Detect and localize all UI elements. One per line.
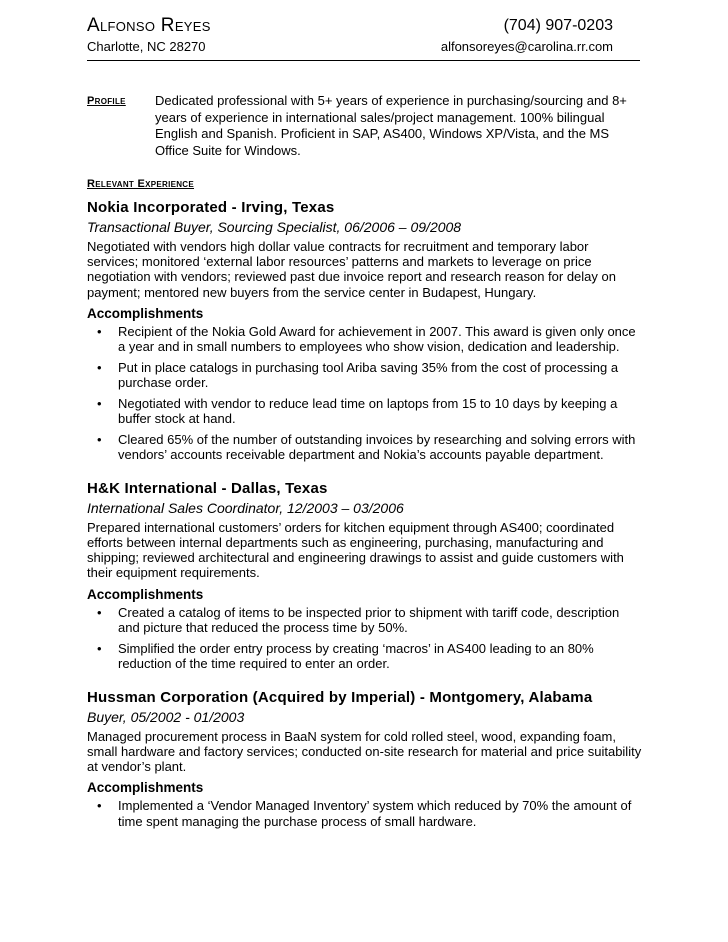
accomplishment-item [87, 641, 643, 672]
accomplishments-heading: Accomplishments [87, 305, 204, 321]
accomplishment-text: Recipient of the Nokia Gold Award for achievement in 2007. This award is given only once a year and in small numbers to employees who show vision, dedication and leadership. [118, 323, 636, 355]
accomplishment-item [87, 432, 643, 463]
job-title: Transactional Buyer, Sourcing Specialist, 06/2006 – 09/2008 [87, 219, 462, 235]
accomplishments-list [87, 605, 643, 672]
accomplishment-text: Put in place catalogs in purchasing tool Ariba saving 35% from the cost of processing a purchase order. [118, 359, 619, 391]
job-company: H&K International - Dallas, Texas [87, 479, 328, 497]
candidate-phone: (704) 907-0203 [503, 17, 613, 34]
bullet-icon: • [97, 640, 102, 656]
accomplishment-item [87, 396, 643, 427]
accomplishments-heading: Accomplishments [87, 780, 204, 796]
accomplishment-item [87, 324, 643, 355]
job-description: Negotiated with vendors high dollar value contracts for recruitment and temporary labor services; monitored ‘external labor resources’ patterns and markets to leverage on price negotiation with vendors; reviewed past due invoice report and research reason for delay on payment; mentored new buyers from the service center in Budapest, Hungary. [87, 239, 616, 300]
profile-text: Dedicated professional with 5+ years of experience in purchasing/sourcing and 8+ years of experience in international sales/project management. 100% bilingual English and Spanish. Proficient in SAP, AS400, Windows XP/Vista, and the MS Office Suite for Windows. [155, 93, 627, 158]
bullet-icon: • [97, 323, 102, 339]
accomplishment-text: Created a catalog of items to be inspected prior to shipment with tariff code, description and picture that reduced the process time by 50%. [118, 604, 620, 636]
profile-label: Profile [87, 95, 126, 107]
experience-list [87, 197, 643, 844]
bullet-icon: • [97, 798, 102, 814]
accomplishment-text: Implemented a ‘Vendor Managed Inventory’ system which reduced by 70% the amount of time spent managing the purchase process of small hardware. [118, 798, 632, 829]
candidate-location: Charlotte, NC 28270 [87, 39, 206, 54]
job-company: Nokia Incorporated - Irving, Texas [87, 199, 335, 216]
experience-heading: Relevant Experience [87, 178, 195, 190]
header-divider [87, 60, 640, 61]
accomplishment-text: Negotiated with vendor to reduce lead time on laptops from 15 to 10 days by keeping a buffer stock at hand. [118, 395, 618, 427]
job-title: Buyer, 05/2002 - 01/2003 [87, 708, 245, 725]
job-entry [87, 687, 643, 830]
job-entry [87, 197, 643, 463]
job-title: International Sales Coordinator, 12/2003 – 03/2006 [87, 499, 404, 516]
job-description: Prepared international customers’ orders for kitchen equipment through AS400; coordinated efforts between internal departments such as engineering, purchasing, manufacturing and shipping; reviewed architectural and engineering drawings to assist and guide customers with their equipment requirements. [87, 519, 624, 581]
accomplishment-item [87, 605, 643, 636]
job-entry [87, 478, 643, 672]
accomplishment-text: Simplified the order entry process by creating ‘macros’ in AS400 leading to an 80% reduction of the time required to enter an order. [118, 640, 594, 672]
candidate-email: alfonsoreyes@carolina.rr.com [440, 39, 613, 54]
job-description: Managed procurement process in BaaN system for cold rolled steel, wood, expanding foam, small hardware and factory services; conducted on-site research for material and price suitability at vendor’s plant. [87, 728, 642, 775]
bullet-icon: • [97, 604, 102, 620]
bullet-icon: • [97, 359, 102, 375]
header-left [87, 14, 211, 55]
bullet-icon: • [97, 431, 102, 447]
accomplishments-list [87, 324, 643, 463]
accomplishment-item [87, 360, 643, 391]
candidate-name: Alfonso Reyes [87, 15, 211, 36]
accomplishments-list [87, 798, 643, 829]
header-right [441, 14, 613, 55]
accomplishments-heading: Accomplishments [87, 586, 204, 602]
accomplishment-item [87, 798, 643, 829]
job-company: Hussman Corporation (Acquired by Imperial) - Montgomery, Alabama [87, 688, 593, 706]
bullet-icon: • [97, 395, 102, 411]
accomplishment-text: Cleared 65% of the number of outstanding invoices by researching and solving errors with vendors’ accounts receivable department and Nokia’s accounts payable department. [118, 431, 636, 463]
